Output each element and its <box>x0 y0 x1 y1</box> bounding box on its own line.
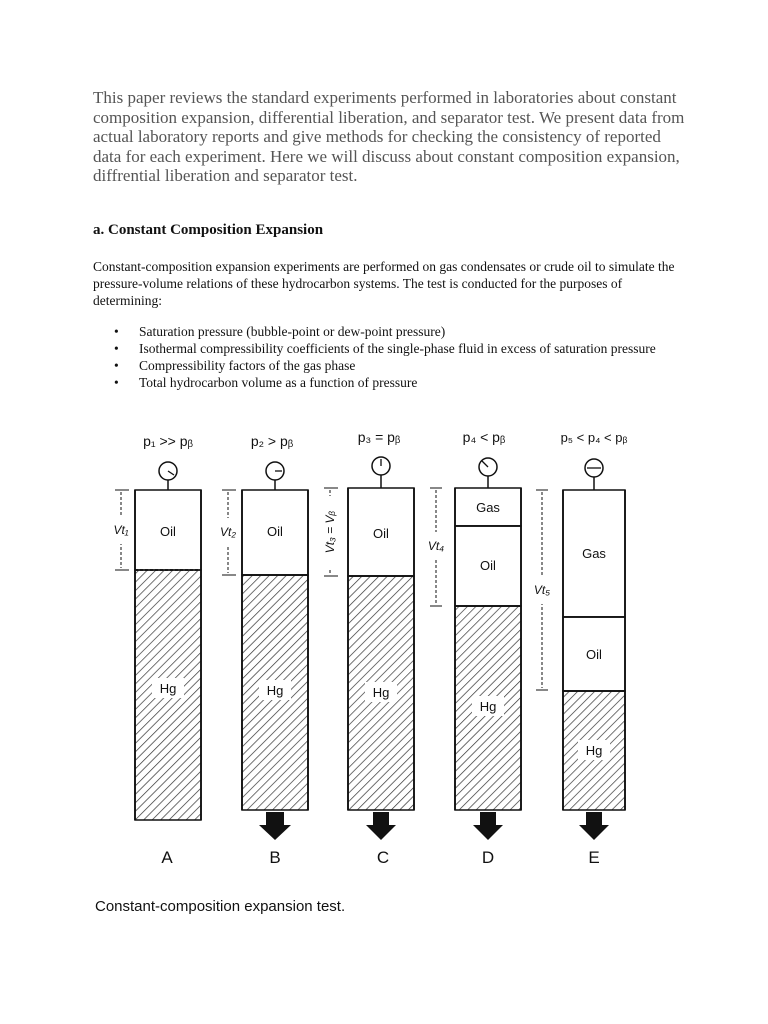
bullet-icon: • <box>114 375 119 390</box>
list-item-text: Saturation pressure (bubble-point or dew-point pressure) <box>139 324 446 339</box>
phase-label-hg: Hg <box>585 743 603 758</box>
list-item <box>93 323 693 340</box>
purpose-list <box>93 323 693 391</box>
cell-letter: D <box>481 848 495 867</box>
drain-arrow-icon <box>473 812 503 840</box>
section-heading: a. Constant Composition Expansion <box>93 222 324 238</box>
phase-label-hg: Hg <box>479 699 497 714</box>
phase-label-gas: Gas <box>582 546 606 561</box>
volume-label: Vt₅ <box>533 583 551 597</box>
cell-e <box>530 430 627 867</box>
drain-arrow-icon <box>579 812 609 840</box>
volume-label: Vt₃ = Vᵦ <box>323 510 337 554</box>
section-paragraph: Constant-composition expansion experiments are performed on gas condensates or crude oil to simulate the pressure-volume relations of these hydrocarbon systems. The test is conducted for the purposes of determining: <box>93 259 675 308</box>
pressure-label: p₂ > pᵦ <box>250 433 294 449</box>
cell-b <box>216 433 308 867</box>
phase-label-oil: Oil <box>373 526 389 541</box>
phase-label-oil: Oil <box>480 558 496 573</box>
pressure-label: p₃ = pᵦ <box>357 429 401 445</box>
cell-c <box>320 429 414 867</box>
list-item <box>93 357 693 374</box>
volume-label: Vt₁ <box>113 523 129 537</box>
drain-arrow-icon <box>366 812 396 840</box>
drain-arrow-icon <box>259 812 291 840</box>
volume-label: Vt₂ <box>220 525 236 539</box>
phase-label-gas: Gas <box>476 500 500 515</box>
list-item-text: Total hydrocarbon volume as a function of pressure <box>139 375 418 390</box>
list-item-text: Compressibility factors of the gas phase <box>139 358 356 373</box>
cell-a <box>109 433 201 867</box>
cell-d <box>424 429 521 867</box>
phase-label-oil: Oil <box>160 524 176 539</box>
list-item <box>93 374 693 391</box>
cell-letter: E <box>588 848 600 867</box>
phase-label-oil: Oil <box>267 524 283 539</box>
bullet-icon: • <box>114 324 119 339</box>
phase-label-hg: Hg <box>266 683 284 698</box>
cce-figure <box>0 420 768 880</box>
list-item <box>93 340 693 357</box>
phase-label-oil: Oil <box>586 647 602 662</box>
phase-label-hg: Hg <box>159 681 177 696</box>
bullet-icon: • <box>114 358 119 373</box>
cell-letter: C <box>376 848 390 867</box>
pressure-label: p₄ < pᵦ <box>462 429 506 445</box>
phase-label-hg: Hg <box>372 685 390 700</box>
list-item-text: Isothermal compressibility coefficients of the single-phase fluid in excess of saturation pressure <box>139 341 656 356</box>
volume-label: Vt₄ <box>427 539 445 553</box>
pressure-label: p₁ >> pᵦ <box>143 433 193 449</box>
bullet-icon: • <box>114 341 119 356</box>
intro-paragraph: This paper reviews the standard experiments performed in laboratories about constant composition expansion, differential liberation, and separator test. We present data from actual laboratory reports and give methods for checking the consistency of reported data for each experiment. Here we will discuss about constant composition expansion, diffrential liberation and separator test. <box>93 88 685 185</box>
cell-letter: A <box>161 848 173 867</box>
cell-letter: B <box>269 848 281 867</box>
pressure-label: p₅ < p₄ < pᵦ <box>560 430 628 445</box>
figure-caption: Constant-composition expansion test. <box>95 898 346 915</box>
